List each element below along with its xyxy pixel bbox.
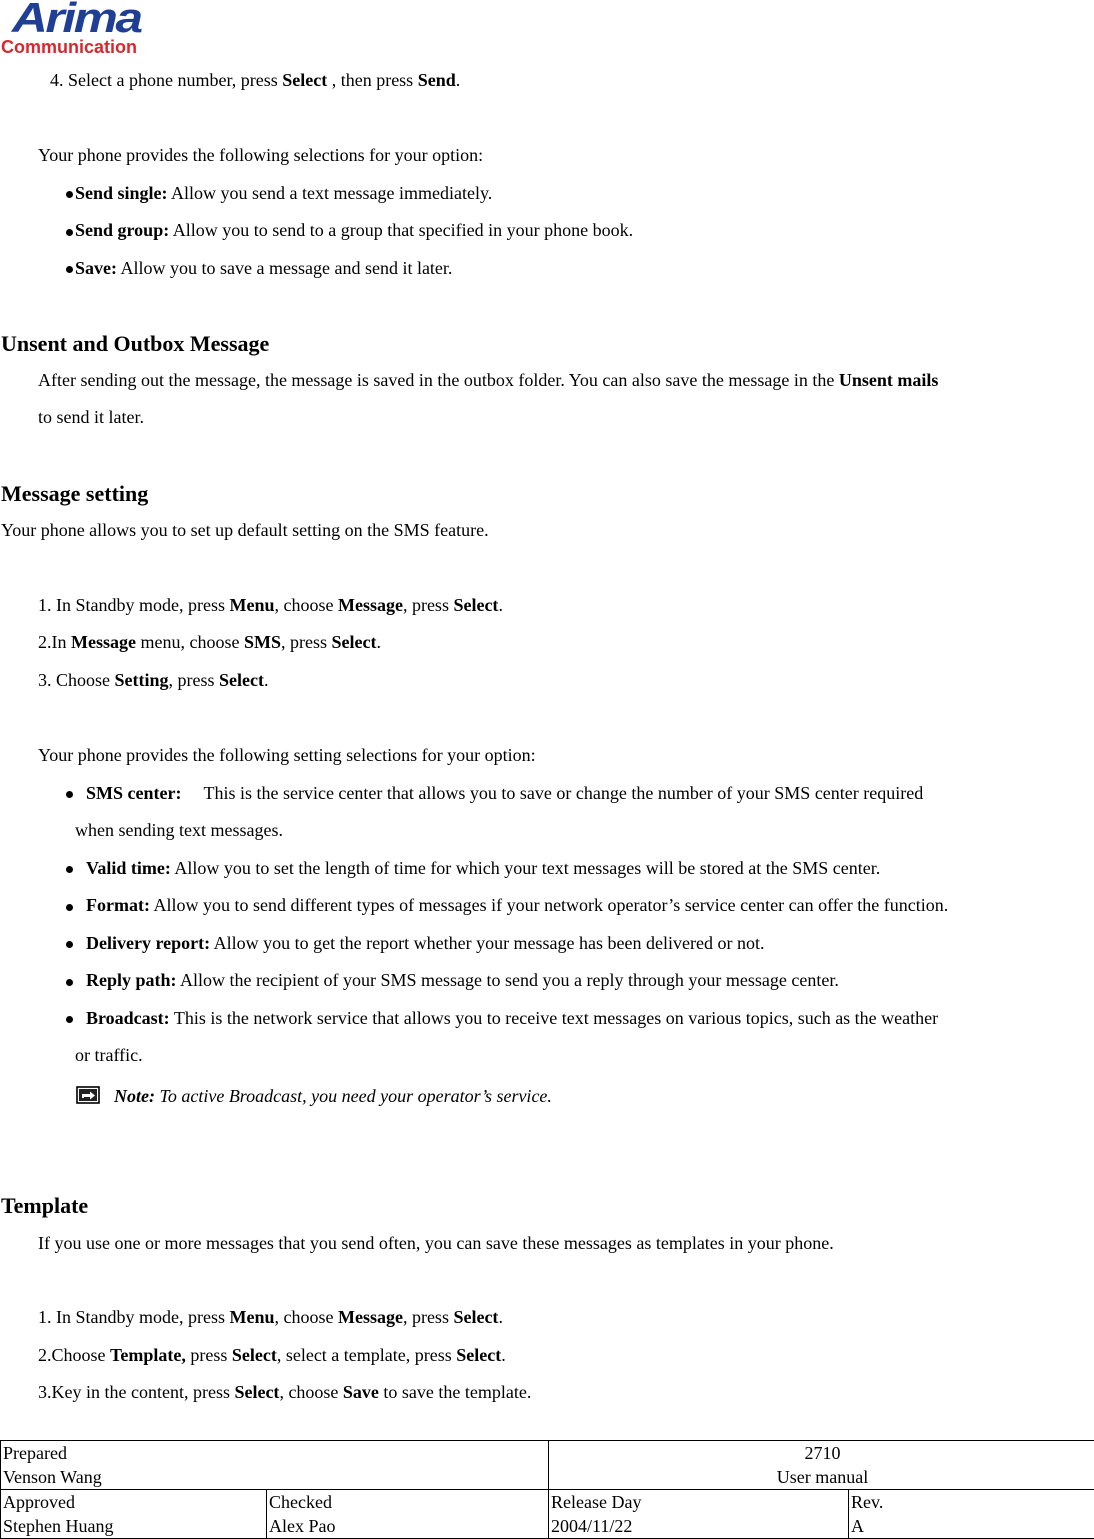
template-intro: If you use one or more messages that you send often, you can save these messages as templates in your phone. xyxy=(38,1233,834,1254)
option-send-single: Send single: Allow you send a text message immediately. xyxy=(75,183,492,204)
template-step-3: 3.Key in the content, press Select, choose Save to save the template. xyxy=(38,1382,531,1403)
setting-options-intro: Your phone provides the following setting selections for your option: xyxy=(38,745,536,766)
options-intro: Your phone provides the following selections for your option: xyxy=(38,145,483,166)
rev-label: Rev. xyxy=(851,1490,1094,1514)
option-broadcast: Broadcast: This is the network service that allows you to receive text messages on various topics, such as the weather xyxy=(86,1008,938,1029)
footer-rev-cell xyxy=(849,1490,1094,1539)
release-label: Release Day xyxy=(551,1490,848,1514)
prepared-name: Venson Wang xyxy=(3,1465,548,1489)
template-step-1: 1. In Standby mode, press Menu, choose Message, press Select. xyxy=(38,1307,503,1328)
template-step-2: 2.Choose Template, press Select, select a template, press Select. xyxy=(38,1345,506,1366)
bullet-icon xyxy=(66,229,73,236)
message-setting-intro: Your phone allows you to set up default setting on the SMS feature. xyxy=(1,520,489,541)
logo-wordmark: Arima xyxy=(12,0,141,42)
checked-name: Alex Pao xyxy=(269,1514,548,1538)
unsent-paragraph-line1: After sending out the message, the message is saved in the outbox folder. You can also save the message in the Unsent mails xyxy=(38,370,938,391)
document-footer-table xyxy=(0,1440,1094,1539)
option-send-group: Send group: Allow you to send to a group that specified in your phone book. xyxy=(75,220,633,241)
setting-step-1: 1. In Standby mode, press Menu, choose Message, press Select. xyxy=(38,595,503,616)
bullet-icon xyxy=(66,191,73,198)
checked-label: Checked xyxy=(269,1490,548,1514)
option-sms-center: SMS center: This is the service center that allows you to save or change the number of your SMS center required xyxy=(86,783,923,804)
footer-doc-cell xyxy=(549,1441,1094,1490)
option-delivery-report: Delivery report: Allow you to get the report whether your message has been delivered or not. xyxy=(86,933,764,954)
heading-template: Template xyxy=(1,1193,88,1219)
setting-step-2: 2.In Message menu, choose SMS, press Select. xyxy=(38,632,381,653)
heading-message-setting: Message setting xyxy=(1,481,148,507)
bullet-icon xyxy=(66,1016,73,1023)
prepared-label: Prepared xyxy=(3,1441,548,1465)
approved-label: Approved xyxy=(3,1490,266,1514)
option-save: Save: Allow you to save a message and send it later. xyxy=(75,258,452,279)
doc-title: User manual xyxy=(551,1465,1094,1489)
option-reply-path: Reply path: Allow the recipient of your SMS message to send you a reply through your message center. xyxy=(86,970,839,991)
option-valid-time: Valid time: Allow you to set the length of time for which your text messages will be stored at the SMS center. xyxy=(86,858,880,879)
arima-logo xyxy=(0,0,152,60)
option-format: Format: Allow you to send different types of messages if your network operator’s service center can offer the function. xyxy=(86,895,948,916)
note-icon xyxy=(76,1086,100,1104)
setting-step-3: 3. Choose Setting, press Select. xyxy=(38,670,268,691)
bullet-icon xyxy=(66,941,73,948)
footer-release-cell xyxy=(549,1490,849,1539)
unsent-paragraph-line2: to send it later. xyxy=(38,407,144,428)
step-4: 4. Select a phone number, press Select , then press Send. xyxy=(50,70,460,91)
option-broadcast-cont: or traffic. xyxy=(75,1045,143,1066)
heading-unsent-outbox: Unsent and Outbox Message xyxy=(1,331,269,357)
approved-name: Stephen Huang xyxy=(3,1514,266,1538)
footer-checked-cell xyxy=(267,1490,549,1539)
logo-subtitle: Communication xyxy=(1,37,137,58)
bullet-icon xyxy=(66,266,73,273)
bullet-icon xyxy=(66,904,73,911)
option-sms-center-cont: when sending text messages. xyxy=(75,820,283,841)
release-date: 2004/11/22 xyxy=(551,1514,848,1538)
footer-approved-cell xyxy=(1,1490,267,1539)
bullet-icon xyxy=(66,791,73,798)
note-text: Note: To active Broadcast, you need your operator’s service. xyxy=(114,1086,552,1107)
footer-prepared-cell xyxy=(1,1441,549,1490)
rev-value: A xyxy=(851,1514,1094,1538)
bullet-icon xyxy=(66,866,73,873)
model-number: 2710 xyxy=(551,1441,1094,1465)
bullet-icon xyxy=(66,979,73,986)
